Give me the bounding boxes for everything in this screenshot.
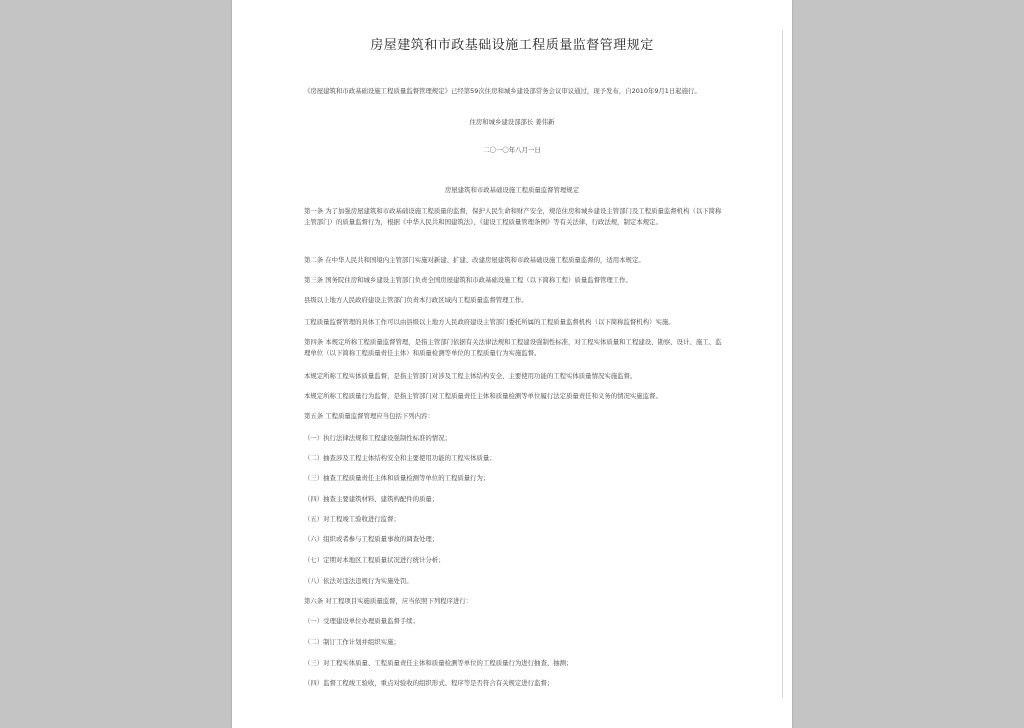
page-edge-line — [782, 30, 783, 698]
article-5-item-2: （二）抽查涉及工程主体结构安全和主要使用功能的工程实体质量； — [304, 454, 496, 462]
article-4-para-3: 本规定所称工程质量行为监督，是指主管部门对工程质量责任主体和质量检测等单位履行法定质量责任和义务的情况实施监督。 — [304, 392, 662, 400]
article-3: 第三条 国务院住房和城乡建设主管部门负责全国房屋建筑和市政基础设施工程（以下简称工程）质量监督管理工作。 — [304, 276, 632, 284]
article-2: 第二条 在中华人民共和国境内主管部门实施对新建、扩建、改建房屋建筑和市政基础设施工程质量监督的，适用本规定。 — [304, 256, 645, 264]
article-5-item-3: （三）抽查工程质量责任主体和质量检测等单位的工程质量行为； — [304, 474, 490, 482]
article-6-item-2: （二）制订工作计划并组织实施； — [304, 638, 400, 646]
intro-paragraph: 《房屋建筑和市政基础设施工程质量监督管理规定》已经第59次住房和城乡建设部常务会议审议通过，现予发布，自2010年9月1日起施行。 — [304, 87, 701, 95]
article-3-para-2: 县级以上地方人民政府建设主管部门负责本行政区域内工程质量监督管理工作。 — [304, 296, 528, 304]
article-4-para-2: 本规定所称工程实体质量监督，是指主管部门对涉及工程主体结构安全、主要使用功能的工程实体质量情况实施监督。 — [304, 372, 637, 380]
date-line: 二〇一〇年八月一日 — [483, 146, 541, 154]
regulation-subtitle: 房屋建筑和市政基础设施工程质量监督管理规定 — [444, 186, 580, 194]
article-4: 第四条 本规定所称工程质量监督管理，是指主管部门依据有关法律法规和工程建设强制性标准，对工程实体质量和工程建设、勘察、设计、施工、监理单位（以下简称工程质量责任主体）和质量检测等单位的工程质量行为实施监督。 — [304, 338, 722, 357]
document-page — [232, 0, 792, 728]
article-5-item-5: （五）对工程竣工验收进行监督； — [304, 515, 400, 523]
article-5-item-4: （四）抽查主要建筑材料、建筑构配件的质量； — [304, 495, 439, 503]
article-5-item-8: （八）依法对违法违规行为实施处罚。 — [304, 577, 413, 585]
article-6-item-3: （三）对工程实体质量、工程质量责任主体和质量检测等单位的工程质量行为进行抽查、抽测； — [304, 659, 573, 667]
article-5: 第五条 工程质量监督管理应当包括下列内容： — [304, 412, 434, 420]
signature-line: 住房和城乡建设部部长 姜伟新 — [469, 118, 555, 126]
article-3-para-3: 工程质量监督管理的具体工作可以由县级以上地方人民政府建设主管部门委托所属的工程质量监督机构（以下简称监督机构）实施。 — [304, 318, 675, 326]
article-5-item-7: （七）定期对本地区工程质量状况进行统计分析； — [304, 556, 445, 564]
document-title: 房屋建筑和市政基础设施工程质量监督管理规定 — [370, 38, 654, 53]
article-6-item-4: （四）监督工程竣工验收，重点对验收的组织形式、程序等是否符合有关规定进行监督； — [304, 679, 554, 687]
article-6: 第六条 对工程项目实施质量监督，应当依照下列程序进行： — [304, 597, 473, 605]
article-5-item-6: （六）组织或者参与工程质量事故的调查处理； — [304, 535, 439, 543]
article-6-item-1: （一）受理建设单位办理质量监督手续； — [304, 617, 420, 625]
article-5-item-1: （一）执行法律法规和工程建设强制性标准的情况； — [304, 434, 451, 442]
article-1: 第一条 为了加强房屋建筑和市政基础设施工程质量的监督，保护人民生命和财产安全，规范住房和城乡建设主管部门及工程质量监督机构（以下简称主管部门）的质量监督行为，根据《中华人民共和国建筑法》、《建设工程质量管理条例》等有关法律、行政法规，制定本规定。 — [304, 207, 722, 226]
